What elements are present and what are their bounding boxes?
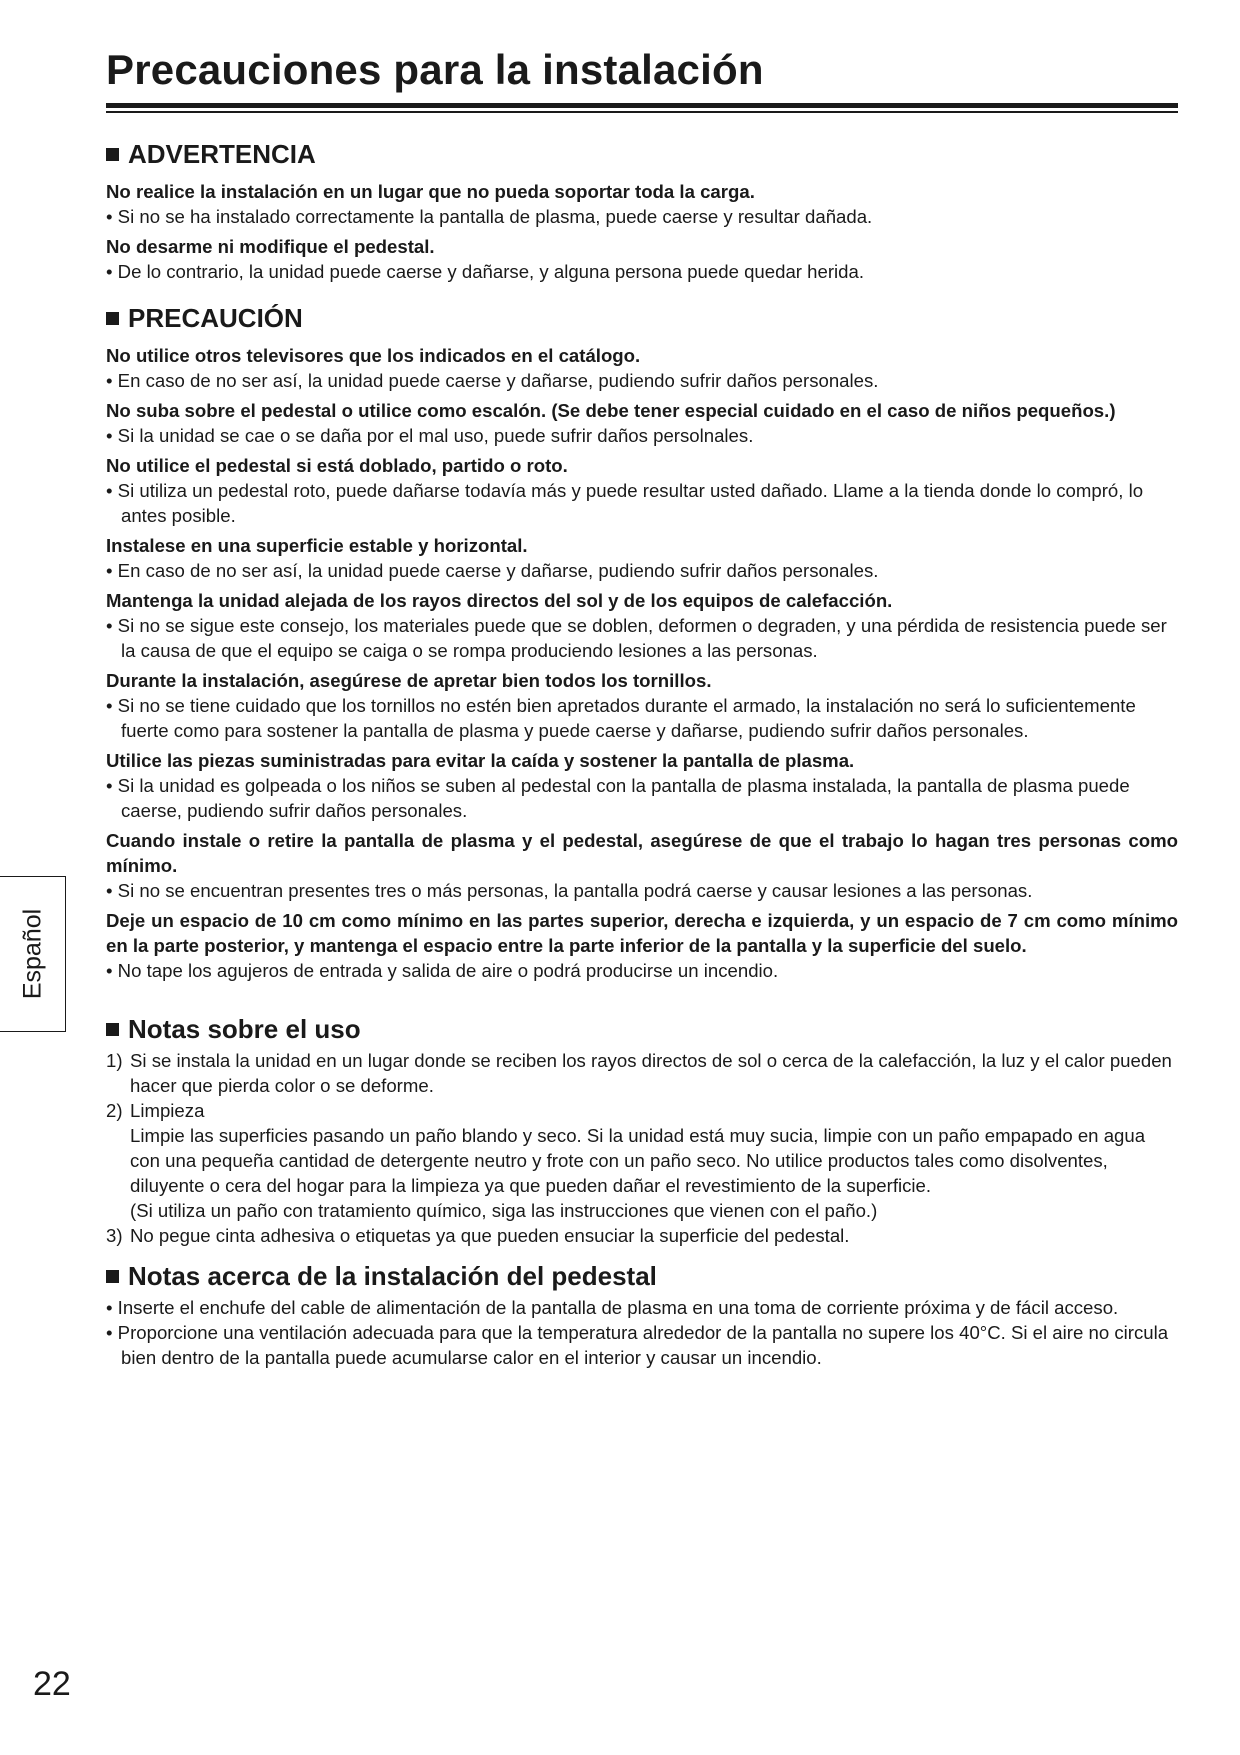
caution-title: PRECAUCIÓN bbox=[106, 302, 1178, 334]
caution-text: • No tape los agujeros de entrada y salida de aire o podrá producirse un incendio. bbox=[106, 960, 779, 981]
caution-text: • Si no se tiene cuidado que los tornillos no estén bien apretados durante el armado, la instalación no será lo suficientemente fuerte como para sostener la pantalla de plasma y puede caerse y dañarse, pudiendo sufrir daños personales. bbox=[106, 695, 1136, 741]
page-title: Precauciones para la instalación bbox=[106, 46, 764, 93]
title-rule-thin bbox=[106, 111, 1178, 113]
caution-heading: Instalese en una superficie estable y horizontal. bbox=[106, 535, 528, 556]
caution-heading: No suba sobre el pedestal o utilice como escalón. (Se debe tener especial cuidado en el caso de niños pequeños.) bbox=[106, 400, 1116, 421]
page-number: 22 bbox=[33, 1665, 71, 1703]
caution-item bbox=[106, 668, 1178, 743]
usage-note-subtitle: Limpieza bbox=[130, 1100, 205, 1121]
square-bullet-icon bbox=[106, 1270, 119, 1283]
warning-heading: No realice la instalación en un lugar que no pueda soportar toda la carga. bbox=[106, 181, 755, 202]
warning-title: ADVERTENCIA bbox=[106, 138, 1178, 170]
caution-section bbox=[106, 302, 1178, 983]
caution-item bbox=[106, 748, 1178, 823]
square-bullet-icon bbox=[106, 1023, 119, 1036]
usage-note-item bbox=[106, 1223, 1178, 1248]
page-content bbox=[106, 138, 1178, 1370]
caution-text: • Si no se encuentran presentes tres o más personas, la pantalla podrá caerse y causar lesiones a las personas. bbox=[106, 880, 1033, 901]
caution-text: • Si la unidad es golpeada o los niños se suben al pedestal con la pantalla de plasma instalada, la pantalla de plasma puede caerse, pudiendo sufrir daños personales. bbox=[106, 775, 1130, 821]
warning-item bbox=[106, 179, 1178, 229]
title-rule bbox=[106, 103, 1178, 108]
usage-notes-title: Notas sobre el uso bbox=[106, 1013, 1178, 1045]
caution-item bbox=[106, 398, 1178, 448]
pedestal-note-item: • Proporcione una ventilación adecuada para que la temperatura alrededor de la pantalla no supere los 40°C. Si el aire no circula bien dentro de la pantalla puede acumularse calor en el interior y causar un incendio. bbox=[106, 1322, 1169, 1368]
caution-heading: Mantenga la unidad alejada de los rayos directos del sol y de los equipos de calefacción. bbox=[106, 590, 893, 611]
usage-note-number: 2) bbox=[106, 1100, 123, 1121]
caution-heading: Utilice las piezas suministradas para evitar la caída y sostener la pantalla de plasma. bbox=[106, 750, 855, 771]
usage-note-item bbox=[106, 1098, 1178, 1223]
caution-item bbox=[106, 453, 1178, 528]
caution-item bbox=[106, 908, 1178, 983]
warning-heading: No desarme ni modifique el pedestal. bbox=[106, 236, 435, 257]
caution-heading: No utilice el pedestal si está doblado, partido o roto. bbox=[106, 455, 568, 476]
caution-text: • En caso de no ser así, la unidad puede caerse y dañarse, pudiendo sufrir daños personales. bbox=[106, 370, 879, 391]
usage-note-text: (Si utiliza un paño con tratamiento químico, siga las instrucciones que vienen con el paño.) bbox=[130, 1200, 878, 1221]
caution-heading: Cuando instale o retire la pantalla de plasma y el pedestal, asegúrese de que el trabajo lo hagan tres personas como mínimo. bbox=[106, 830, 1178, 876]
caution-item bbox=[106, 588, 1178, 663]
language-label: Español bbox=[18, 908, 46, 1000]
caution-text: • En caso de no ser así, la unidad puede caerse y dañarse, pudiendo sufrir daños personales. bbox=[106, 560, 879, 581]
caution-item bbox=[106, 828, 1178, 903]
pedestal-note-item: • Inserte el enchufe del cable de alimentación de la pantalla de plasma en una toma de corriente próxima y de fácil acceso. bbox=[106, 1297, 1119, 1318]
usage-note-text: Limpie las superficies pasando un paño blando y seco. Si la unidad está muy sucia, limpie con un paño empapado en agua con una pequeña cantidad de detergente neutro y frote con un paño seco. No utilice productos tales como disolventes, diluyente o cera del hogar para la limpieza ya que pueden dañar el revestimiento de la superficie. bbox=[130, 1125, 1146, 1196]
language-side-tab bbox=[0, 876, 66, 1032]
caution-text: • Si no se sigue este consejo, los materiales puede que se doblen, deformen o degraden, y una pérdida de resistencia puede ser la causa de que el equipo se caiga o se rompa produciendo lesiones a las personas. bbox=[106, 615, 1167, 661]
caution-heading: Durante la instalación, asegúrese de apretar bien todos los tornillos. bbox=[106, 670, 712, 691]
usage-notes-section bbox=[106, 1013, 1178, 1248]
caution-text: • Si la unidad se cae o se daña por el mal uso, puede sufrir daños persolnales. bbox=[106, 425, 754, 446]
square-bullet-icon bbox=[106, 148, 119, 161]
caution-item bbox=[106, 533, 1178, 583]
warning-item bbox=[106, 234, 1178, 284]
caution-heading: Deje un espacio de 10 cm como mínimo en las partes superior, derecha e izquierda, y un espacio de 7 cm como mínimo en la parte posterior, y mantenga el espacio entre la parte inferior de la pantalla y la superficie del suelo. bbox=[106, 910, 1178, 956]
warning-text: • Si no se ha instalado correctamente la pantalla de plasma, puede caerse y resultar dañada. bbox=[106, 206, 873, 227]
usage-note-number: 1) bbox=[106, 1050, 123, 1071]
warning-section bbox=[106, 138, 1178, 284]
caution-item bbox=[106, 343, 1178, 393]
usage-note-item bbox=[106, 1048, 1178, 1098]
square-bullet-icon bbox=[106, 312, 119, 325]
usage-note-text: No pegue cinta adhesiva o etiquetas ya que pueden ensuciar la superficie del pedestal. bbox=[130, 1225, 850, 1246]
caution-text: • Si utiliza un pedestal roto, puede dañarse todavía más y puede resultar usted dañado. Llame a la tienda donde lo compró, lo antes posible. bbox=[106, 480, 1144, 526]
usage-note-text: Si se instala la unidad en un lugar donde se reciben los rayos directos de sol o cerca de la calefacción, la luz y el calor pueden hacer que pierda color o se deforme. bbox=[130, 1050, 1172, 1096]
pedestal-notes-section bbox=[106, 1260, 1178, 1370]
warning-text: • De lo contrario, la unidad puede caerse y dañarse, y alguna persona puede quedar herida. bbox=[106, 261, 865, 282]
usage-note-number: 3) bbox=[106, 1225, 123, 1246]
pedestal-notes-title: Notas acerca de la instalación del pedestal bbox=[106, 1260, 1178, 1292]
caution-heading: No utilice otros televisores que los indicados en el catálogo. bbox=[106, 345, 641, 366]
